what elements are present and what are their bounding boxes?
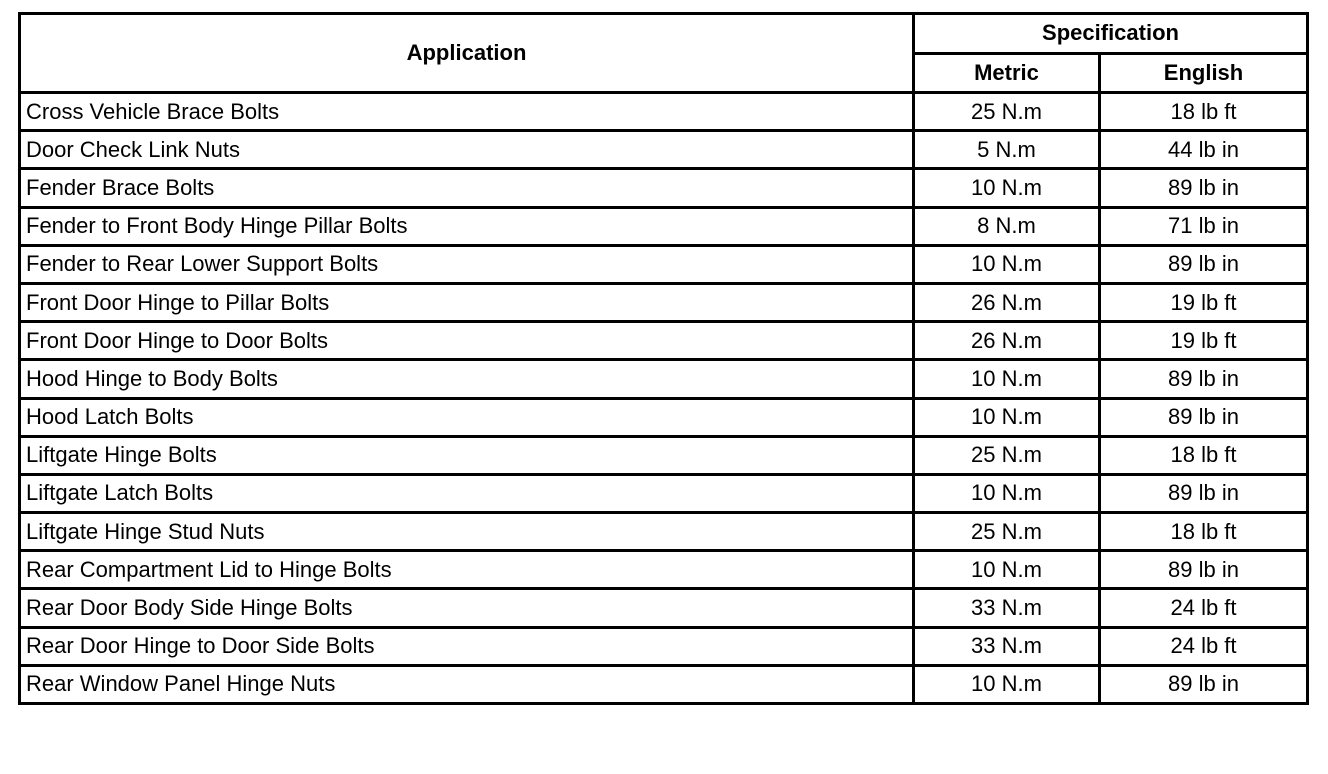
fastener-torque-table (18, 12, 1309, 705)
english-cell: 89 lb in (1100, 665, 1308, 703)
english-cell: 19 lb ft (1100, 322, 1308, 360)
table-row (20, 665, 1308, 703)
english-cell: 24 lb ft (1100, 589, 1308, 627)
metric-cell: 10 N.m (914, 551, 1100, 589)
application-cell: Front Door Hinge to Door Bolts (20, 322, 914, 360)
application-cell: Hood Latch Bolts (20, 398, 914, 436)
table-body (20, 93, 1308, 704)
table-header (20, 14, 1308, 93)
table-row (20, 207, 1308, 245)
english-cell: 18 lb ft (1100, 513, 1308, 551)
metric-cell: 8 N.m (914, 207, 1100, 245)
application-cell: Rear Door Hinge to Door Side Bolts (20, 627, 914, 665)
application-cell: Liftgate Latch Bolts (20, 474, 914, 512)
application-cell: Cross Vehicle Brace Bolts (20, 93, 914, 131)
metric-column-header: Metric (914, 53, 1100, 93)
table-row (20, 474, 1308, 512)
application-cell: Door Check Link Nuts (20, 131, 914, 169)
english-cell: 18 lb ft (1100, 436, 1308, 474)
application-cell: Fender Brace Bolts (20, 169, 914, 207)
table-row (20, 360, 1308, 398)
metric-cell: 10 N.m (914, 360, 1100, 398)
english-cell: 89 lb in (1100, 245, 1308, 283)
specification-column-header: Specification (914, 14, 1308, 54)
metric-cell: 25 N.m (914, 436, 1100, 474)
table-row (20, 169, 1308, 207)
english-cell: 89 lb in (1100, 474, 1308, 512)
application-cell: Rear Window Panel Hinge Nuts (20, 665, 914, 703)
table-row (20, 436, 1308, 474)
application-cell: Rear Door Body Side Hinge Bolts (20, 589, 914, 627)
metric-cell: 5 N.m (914, 131, 1100, 169)
metric-cell: 10 N.m (914, 398, 1100, 436)
metric-cell: 10 N.m (914, 474, 1100, 512)
metric-cell: 33 N.m (914, 627, 1100, 665)
application-cell: Liftgate Hinge Bolts (20, 436, 914, 474)
english-cell: 19 lb ft (1100, 283, 1308, 321)
application-cell: Fender to Front Body Hinge Pillar Bolts (20, 207, 914, 245)
application-cell: Rear Compartment Lid to Hinge Bolts (20, 551, 914, 589)
english-column-header: English (1100, 53, 1308, 93)
table-row (20, 513, 1308, 551)
table-row (20, 93, 1308, 131)
application-cell: Liftgate Hinge Stud Nuts (20, 513, 914, 551)
table-row (20, 627, 1308, 665)
metric-cell: 10 N.m (914, 169, 1100, 207)
table-row (20, 589, 1308, 627)
table-row (20, 322, 1308, 360)
metric-cell: 25 N.m (914, 93, 1100, 131)
english-cell: 89 lb in (1100, 360, 1308, 398)
table-row (20, 131, 1308, 169)
table-row (20, 398, 1308, 436)
english-cell: 18 lb ft (1100, 93, 1308, 131)
application-column-header: Application (20, 14, 914, 93)
metric-cell: 25 N.m (914, 513, 1100, 551)
english-cell: 89 lb in (1100, 398, 1308, 436)
metric-cell: 10 N.m (914, 665, 1100, 703)
header-row-top (20, 14, 1308, 54)
english-cell: 24 lb ft (1100, 627, 1308, 665)
metric-cell: 26 N.m (914, 283, 1100, 321)
english-cell: 44 lb in (1100, 131, 1308, 169)
english-cell: 71 lb in (1100, 207, 1308, 245)
english-cell: 89 lb in (1100, 551, 1308, 589)
application-cell: Fender to Rear Lower Support Bolts (20, 245, 914, 283)
table-row (20, 283, 1308, 321)
application-cell: Hood Hinge to Body Bolts (20, 360, 914, 398)
table-row (20, 245, 1308, 283)
metric-cell: 10 N.m (914, 245, 1100, 283)
metric-cell: 26 N.m (914, 322, 1100, 360)
application-cell: Front Door Hinge to Pillar Bolts (20, 283, 914, 321)
table-row (20, 551, 1308, 589)
english-cell: 89 lb in (1100, 169, 1308, 207)
metric-cell: 33 N.m (914, 589, 1100, 627)
